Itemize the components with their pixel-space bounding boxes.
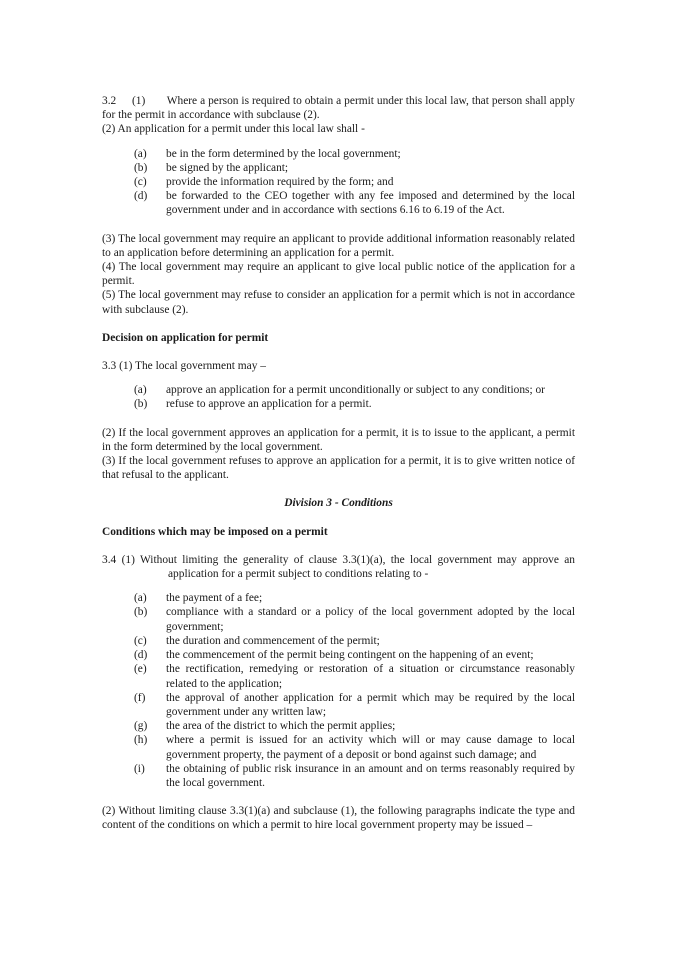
clause-3-4-2: (2) Without limiting clause 3.3(1)(a) and subclause (1), the following paragraphs indicate the type and content of the conditions on which a permit to hire local government property may be issued – <box>102 805 575 832</box>
decision-options-list <box>134 383 575 411</box>
clause-3-4-1: 3.4 (1) Without limiting the generality of clause 3.3(1)(a), the local government may approve an application for a permit subject to conditions relating to - <box>102 553 575 581</box>
list-item: (c) the duration and commencement of the permit; <box>134 634 380 647</box>
clause-3-2-5: (5) The local government may refuse to consider an application for a permit which is not in accordance with subclause (2). <box>102 289 575 316</box>
clause-3-2-2: (2) An application for a permit under this local law shall - <box>102 123 365 136</box>
clause-3-3-1: 3.3 (1) The local government may – <box>102 360 266 373</box>
clause-3-2-3: (3) The local government may require an applicant to provide additional information reasonably related to an application before determining an application for a permit. <box>102 232 575 259</box>
list-item: (h) where a permit is issued for an activity which will or may cause damage to local government property, the payment of a deposit or bond against such damage; and <box>134 734 575 761</box>
list-item: (d) the commencement of the permit being contingent on the happening of an event; <box>134 649 534 662</box>
list-item: (b) refuse to approve an application for a permit. <box>134 398 372 411</box>
clause-3-3-2: (2) If the local government approves an application for a permit, it is to issue to the applicant, a permit in the form determined by the local government. <box>102 426 575 453</box>
clause-3-2-1 <box>102 94 575 122</box>
list-item: (a) approve an application for a permit unconditionally or subject to any conditions; or <box>134 384 545 397</box>
list-item: (f) the approval of another application for a permit which may be required by the local government under any written law; <box>134 691 575 718</box>
list-item: (g) the area of the district to which the permit applies; <box>134 720 396 733</box>
section-heading: Decision on application for permit <box>102 331 269 344</box>
list-item: (b) compliance with a standard or a policy of the local government adopted by the local government; <box>134 606 575 633</box>
clause-3-3-3: (3) If the local government refuses to approve an application for a permit, it is to give written notice of that refusal to the applicant. <box>102 455 575 482</box>
list-item: (a) the payment of a fee; <box>134 592 263 605</box>
section-heading: Conditions which may be imposed on a permit <box>102 525 328 538</box>
list-item: (c) provide the information required by the form; and <box>134 176 394 189</box>
clause-number: 3.2 <box>102 95 117 107</box>
clause-3-2-4: (4) The local government may require an applicant to give local public notice of the application for a permit. <box>102 261 575 288</box>
conditions-list <box>134 591 575 790</box>
subclause-number: (1) <box>132 95 146 107</box>
list-item: (a) be in the form determined by the local government; <box>134 147 401 160</box>
list-item: (b) be signed by the applicant; <box>134 161 289 174</box>
application-requirements-list <box>134 147 575 218</box>
clause-text: Where a person is required to obtain a permit under this local law, that person shall apply for the permit in accordance with subclause (2). <box>102 95 575 122</box>
list-item: (d) be forwarded to the CEO together with any fee imposed and determined by the local government under and in accordance with sections 6.16 to 6.19 of the Act. <box>134 190 575 217</box>
list-item: (e) the rectification, remedying or restoration of a situation or circumstance reasonably related to the application; <box>134 663 575 690</box>
division-title: Division 3 - Conditions <box>284 497 393 510</box>
document-page <box>102 94 575 833</box>
list-item: (i) the obtaining of public risk insurance in an amount and on terms reasonably required by the local government. <box>134 762 575 789</box>
